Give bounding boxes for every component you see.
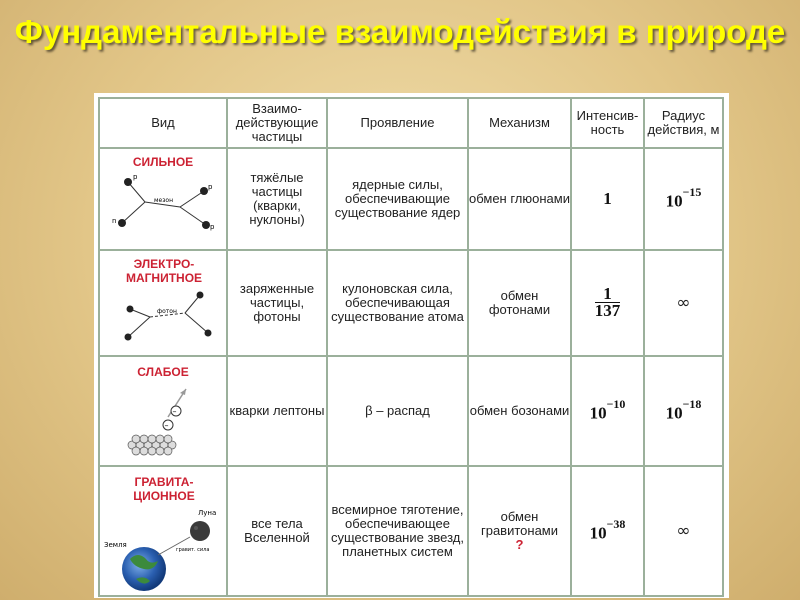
slide-title: Фундаментальные взаимодействия в природе [14, 13, 786, 50]
intensity-value: $10^{-10}$ [589, 396, 626, 423]
radius-value: ∞ [676, 292, 691, 313]
radius-cell [644, 250, 723, 356]
table-sheet [94, 93, 729, 598]
svg-text:–: – [172, 407, 177, 416]
mechanism-cell: обмен бозонами [468, 356, 571, 466]
manifestation-cell: β – распад [327, 356, 468, 466]
kind-cell-weak [99, 356, 227, 466]
header-row [99, 98, 723, 148]
strong-diagram-icon [100, 149, 226, 249]
mechanism-cell [468, 466, 571, 596]
header-particles: Взаимо-действующие частицы [227, 98, 327, 148]
diagram-label: гравит. сила [176, 547, 210, 553]
question-mark: ? [515, 537, 524, 552]
particles-cell: тяжёлые частицы (кварки, нуклоны) [227, 148, 327, 250]
kind-cell-strong [99, 148, 227, 250]
svg-text:–: – [164, 421, 169, 430]
manifestation-cell: ядерные силы, обеспечивающие существование ядер [327, 148, 468, 250]
header-radius: Радиус действия, м [644, 98, 723, 148]
table-row [99, 356, 723, 466]
radius-value: $10^{-18}$ [665, 396, 702, 423]
header-mechanism: Механизм [468, 98, 571, 148]
radius-cell [644, 466, 723, 596]
header-manifestation: Проявление [327, 98, 468, 148]
interactions-table [98, 97, 724, 597]
kind-label: ЭЛЕКТРО-МАГНИТНОЕ [125, 257, 203, 285]
diagram-label: p [208, 183, 213, 191]
radius-value: ∞ [676, 520, 691, 541]
intensity-fraction: $\frac{1}{137}$ [594, 284, 621, 320]
manifestation-cell: кулоновская сила, обеспечивающая существование атома [327, 250, 468, 356]
radius-value: $10^{-15}$ [665, 184, 702, 211]
kind-label: СЛАБОЕ [137, 365, 189, 379]
header-kind: Вид [99, 98, 227, 148]
kind-label: СИЛЬНОЕ [132, 155, 194, 169]
radius-cell [644, 356, 723, 466]
em-diagram-icon [100, 251, 226, 355]
kind-label: ГРАВИТА-ЦИОННОЕ [133, 475, 195, 503]
intensity-cell [571, 148, 644, 250]
intensity-value: $10^{-38}$ [589, 516, 626, 543]
intensity-value: 1 [603, 188, 612, 208]
diagram-label: n [112, 217, 117, 225]
kind-cell-electromagnetic [99, 250, 227, 356]
diagram-label: фотон [157, 308, 177, 315]
earth-moon-icon [100, 467, 226, 595]
manifestation-cell: всемирное тяготение, обеспечивающее существование звезд, планетных систем [327, 466, 468, 596]
header-intensity: Интенсив-ность [571, 98, 644, 148]
diagram-label: мезон [154, 197, 174, 204]
diagram-label: Земля [104, 541, 127, 549]
particles-cell: все тела Вселенной [227, 466, 327, 596]
table-row [99, 148, 723, 250]
mechanism-cell: обмен фотонами [468, 250, 571, 356]
intensity-cell [571, 250, 644, 356]
radius-cell [644, 148, 723, 250]
particles-cell: заряженные частицы, фотоны [227, 250, 327, 356]
table-row [99, 250, 723, 356]
diagram-label: p [210, 223, 215, 231]
mechanism-text: обмен гравитонами [480, 509, 559, 538]
mechanism-cell: обмен глюонами [468, 148, 571, 250]
diagram-label: Луна [198, 509, 217, 517]
intensity-cell [571, 356, 644, 466]
table-row [99, 466, 723, 596]
beta-decay-icon [100, 357, 226, 465]
diagram-label: p [133, 173, 138, 181]
particles-cell: кварки лептоны [227, 356, 327, 466]
kind-cell-gravitational [99, 466, 227, 596]
intensity-cell [571, 466, 644, 596]
